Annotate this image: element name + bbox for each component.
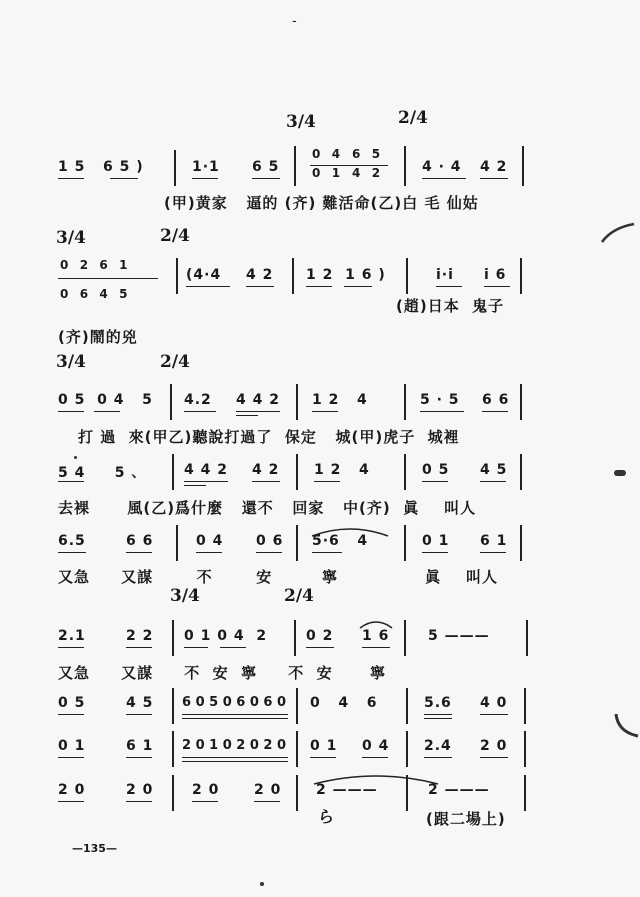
note-group: 0 1	[58, 738, 86, 754]
beam	[58, 178, 84, 179]
beam	[110, 178, 138, 179]
beam	[422, 178, 466, 179]
barline	[176, 258, 178, 294]
barline	[174, 150, 176, 186]
lyric-line: 又急 又謀 不 安 寧 不 安 寧	[58, 664, 386, 682]
barline	[296, 775, 298, 811]
barline	[176, 525, 178, 561]
beam	[362, 647, 390, 648]
barline	[406, 258, 408, 294]
note-group: 0 5 0 4 5	[58, 392, 153, 408]
note-group: 5 4 5 、	[58, 465, 147, 481]
note-group: i 6	[484, 267, 507, 283]
barline	[294, 146, 296, 186]
note-group: 0 1	[312, 166, 342, 180]
note-group: 4 4 2	[236, 392, 280, 408]
note-group: 5.6	[424, 695, 452, 711]
barline	[296, 688, 298, 724]
note-group: 2 2	[126, 628, 154, 644]
beam	[424, 718, 452, 719]
note-group: 2 0	[192, 782, 220, 798]
beam	[182, 761, 288, 762]
beam	[482, 411, 508, 412]
note-group: 4 2	[352, 166, 382, 180]
barline	[296, 384, 298, 420]
barline	[404, 525, 406, 561]
beam	[246, 286, 274, 287]
note-stack: 0 6 4 5	[60, 287, 129, 301]
scan-dot	[74, 456, 77, 459]
barline	[520, 384, 522, 420]
barline	[172, 454, 174, 490]
note-group: 2.4	[424, 738, 452, 754]
note-group: 0 4	[362, 738, 390, 754]
note-group: 6 1	[480, 533, 508, 549]
note-group: 6 5	[252, 159, 280, 175]
note-group: 2 ———	[428, 782, 490, 798]
beam	[182, 757, 288, 758]
note-group: 0 2	[306, 628, 334, 644]
beam	[192, 178, 218, 179]
note-group: 6 6	[482, 392, 510, 408]
tie-arc	[358, 618, 394, 630]
time-signature: 3/4	[286, 112, 316, 132]
beam	[312, 411, 338, 412]
beam	[310, 165, 388, 166]
note-group: 5 ———	[428, 628, 490, 644]
note-group: 5·6 4	[312, 533, 369, 549]
beam	[236, 415, 258, 416]
beam	[344, 286, 372, 287]
time-signature: 3/4	[56, 352, 86, 372]
scan-dot	[260, 882, 264, 886]
beam	[422, 481, 448, 482]
lyric-line: 打 過 來(甲乙)聽說打過了 保定 城(甲)虎子 城裡	[78, 428, 460, 446]
note-group: 1 2 1 6 )	[306, 267, 386, 283]
barline	[406, 688, 408, 724]
note-group: 1 6	[362, 628, 390, 644]
header-mark: -	[292, 14, 297, 29]
note-group: 0 1 0 4 2	[184, 628, 268, 644]
note-group: 0 5	[422, 462, 450, 478]
barline	[292, 258, 294, 294]
note-group: 1 2 4	[314, 462, 370, 478]
beam	[94, 411, 120, 412]
beam	[58, 801, 84, 802]
beam	[424, 757, 452, 758]
barline	[404, 384, 406, 420]
note-group: 2.1	[58, 628, 86, 644]
barline	[296, 525, 298, 561]
beam	[186, 286, 230, 287]
beam	[184, 481, 228, 482]
beam	[58, 714, 84, 715]
note-group: 1 5 6 5 )	[58, 159, 144, 175]
beam	[480, 481, 506, 482]
tie-arc	[310, 524, 390, 538]
note-group: 2 0	[480, 738, 508, 754]
note-group: 2 0	[58, 782, 86, 798]
beam	[424, 714, 452, 715]
beam	[480, 714, 508, 715]
page-number: —135—	[72, 842, 117, 855]
lyric-line: 去裸 風(乙)爲什麼 還不 回家 中(齐) 眞 叫人	[58, 499, 477, 517]
beam	[480, 757, 508, 758]
lyric-line: (趙)日本 鬼子	[396, 297, 505, 315]
beam	[220, 647, 246, 648]
beam	[312, 552, 342, 553]
barline	[296, 731, 298, 767]
beam	[126, 552, 152, 553]
note-group: 6 6	[126, 533, 154, 549]
beam	[252, 481, 280, 482]
beam	[254, 801, 280, 802]
beam	[126, 647, 152, 648]
beam	[480, 552, 506, 553]
barline	[172, 688, 174, 724]
beam	[362, 757, 388, 758]
beam	[126, 757, 152, 758]
note-group: 1 2 4	[312, 392, 368, 408]
note-group: 4 5	[126, 695, 154, 711]
beam	[184, 485, 206, 486]
scan-mark	[612, 712, 640, 738]
note-group: 0 4 6	[310, 695, 378, 711]
beam	[436, 286, 462, 287]
note-group: 2 0	[126, 782, 154, 798]
time-signature: 2/4	[160, 352, 190, 372]
beam	[184, 411, 216, 412]
note-group: 1·1	[192, 159, 220, 175]
time-signature: 2/4	[160, 226, 190, 246]
note-group: 4 5	[480, 462, 508, 478]
note-group: 4.2	[184, 392, 212, 408]
beam	[256, 552, 282, 553]
barline	[404, 146, 406, 186]
barline	[524, 731, 526, 767]
note-group: 6 1	[126, 738, 154, 754]
beam	[236, 411, 280, 412]
note-group: 0 1	[310, 738, 338, 754]
time-signature: 2/4	[398, 108, 428, 128]
note-group: 0 4	[312, 147, 342, 161]
note-group: 6.5	[58, 533, 86, 549]
beam	[310, 757, 336, 758]
note-group: 4 2	[252, 462, 280, 478]
beam	[182, 718, 288, 719]
barline	[520, 258, 522, 294]
barline	[172, 775, 174, 811]
barline	[404, 454, 406, 490]
barline	[524, 775, 526, 811]
note-group: 4 · 4	[422, 159, 462, 175]
time-signature: 2/4	[284, 586, 314, 606]
note-group: 6 5	[352, 147, 382, 161]
scan-mark	[600, 222, 636, 244]
note-group: (4·4	[186, 267, 222, 283]
barline	[296, 454, 298, 490]
beam	[484, 286, 510, 287]
note-group: 0 6	[256, 533, 284, 549]
sub-mark: ら	[318, 807, 336, 826]
barline	[406, 775, 408, 811]
tie-arc	[312, 772, 440, 786]
beam	[126, 714, 152, 715]
scan-mark	[614, 470, 626, 476]
barline	[520, 525, 522, 561]
beam	[420, 411, 464, 412]
note-group: 0 5	[58, 695, 86, 711]
beam	[58, 481, 84, 482]
beam	[422, 552, 448, 553]
barline	[526, 620, 528, 656]
barline	[522, 146, 524, 186]
barline	[172, 620, 174, 656]
time-signature: 3/4	[170, 586, 200, 606]
barline	[172, 731, 174, 767]
lyric-line: (甲)黄家 逼的 (齐) 難活命(乙)白 毛 仙姑	[164, 194, 479, 212]
beam	[58, 411, 84, 412]
note-group: i·i	[436, 267, 454, 283]
beam	[126, 801, 152, 802]
beam	[58, 552, 86, 553]
beam	[58, 278, 158, 279]
barline	[524, 688, 526, 724]
note-group: 0 4	[196, 533, 224, 549]
time-signature: 3/4	[56, 228, 86, 248]
note-stack: 0 2 6 1	[60, 258, 129, 272]
lyric-line: 又急 又謀 不 安 寧 眞 叫人	[58, 568, 498, 586]
beam	[184, 647, 208, 648]
note-group: 2 0 1 0 2 0 2 0	[182, 738, 287, 753]
barline	[404, 620, 406, 656]
note-group: 0 1	[422, 533, 450, 549]
barline	[520, 454, 522, 490]
beam	[306, 647, 334, 648]
note-group: 2 ———	[316, 782, 378, 798]
beam	[314, 481, 340, 482]
barline	[170, 384, 172, 420]
note-group: 4 4 2	[184, 462, 228, 478]
note-group: 4 0	[480, 695, 508, 711]
beam	[252, 178, 280, 179]
beam	[58, 757, 84, 758]
lyric-line: (齐)鬧的兇	[58, 328, 138, 346]
note-group: 5 · 5	[420, 392, 460, 408]
beam	[192, 801, 218, 802]
note-group: 2 0	[254, 782, 282, 798]
note-group: 4 2	[246, 267, 274, 283]
note-group: 4 2	[480, 159, 508, 175]
stage-direction: (跟二場上)	[426, 810, 506, 828]
barline	[406, 731, 408, 767]
barline	[294, 620, 296, 656]
beam	[196, 552, 222, 553]
note-group: 6 0 5 0 6 0 6 0	[182, 695, 287, 710]
beam	[58, 647, 84, 648]
beam	[480, 178, 508, 179]
beam	[306, 286, 332, 287]
beam	[182, 714, 288, 715]
